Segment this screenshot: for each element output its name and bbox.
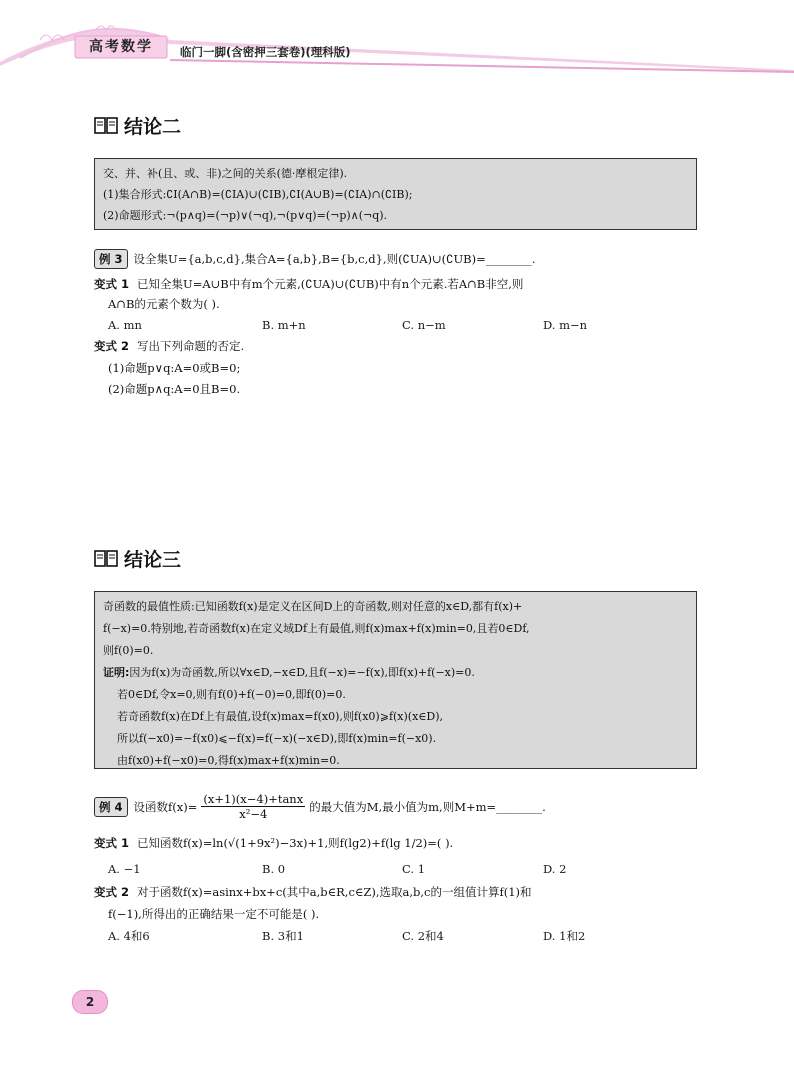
variant-1-line2: A∩B的元素个数为( ). (108, 297, 220, 311)
variant-2-item-2: (2)命题p∧q:A=0且B=0. (108, 382, 241, 396)
option-b: B. 3和1 (262, 929, 304, 943)
proof-line: 证明:因为f(x)为奇函数,所以∀x∈D,−x∈D,且f(−x)=−f(x),即f(x)+f(−x)=0. (103, 666, 475, 679)
variant-label: 变式 2 (94, 885, 130, 899)
option-c: C. 2和4 (402, 929, 444, 943)
box-line: f(−x)=0.特别地,若奇函数f(x)在定义域Df上有最值,则f(x)max+f(x)min=0,且若0∈Df, (103, 622, 530, 635)
proof-line: 由f(x0)+f(−x0)=0,得f(x)max+f(x)min=0. (117, 754, 340, 767)
fraction-numerator: (x+1)(x−4)+tanx (203, 792, 304, 806)
example-suffix: 的最大值为M,最小值为m,则M+m=________. (309, 799, 546, 814)
example-prefix: 设函数f(x)= (133, 799, 198, 814)
proof-line: 所以f(−x0)=−f(x0)⩽−f(x)=f(−x)(−x∈D),即f(x)min=f(−x0). (117, 732, 437, 745)
variant-1-line1: 变式 1 已知全集U=A∪B中有m个元素,(∁UA)∪(∁UB)中有n个元素.若A∩B非空,则 (94, 277, 524, 291)
conclusion-2-box (94, 158, 697, 230)
example-badge: 例 4 (94, 797, 128, 817)
page-number: 2 (72, 990, 108, 1014)
example-badge: 例 3 (94, 249, 128, 269)
section-2-title: 结论二 (94, 112, 181, 139)
proof-line: 若奇函数f(x)在Df上有最值,设f(x)max=f(x0),则f(x0)⩾f(x)(x∈D), (117, 710, 444, 723)
option-c: C. n−m (402, 318, 446, 332)
box-line: 奇函数的最值性质:已知函数f(x)是定义在区间D上的奇函数,则对任意的x∈D,都有f(x)+ (103, 600, 523, 613)
box-line: 交、并、补(且、或、非)之间的关系(德·摩根定律). (103, 167, 348, 180)
box-line: 则f(0)=0. (103, 644, 154, 657)
option-c: C. 1 (402, 862, 426, 876)
variant-2-line1: 变式 2 写出下列命题的否定. (94, 339, 245, 353)
variant-2-s3-line2: f(−1),所得出的正确结果一定不可能是( ). (108, 907, 320, 921)
option-a: A. mn (108, 318, 142, 332)
box-line: (1)集合形式:∁I(A∩B)=(∁IA)∪(∁IB),∁I(A∪B)=(∁IA)∩(∁IB); (103, 188, 413, 201)
fraction (201, 792, 305, 821)
variant-2-s3-line1: 变式 2 对于函数f(x)=asinx+bx+c(其中a,b∈R,c∈Z),选取a,b,c的一组值计算f(1)和 (94, 885, 532, 899)
section-3-title: 结论三 (94, 545, 181, 572)
option-b: B. 0 (262, 862, 286, 876)
option-d: D. 1和2 (543, 929, 586, 943)
variant-2-item-1: (1)命题p∨q:A=0或B=0; (108, 361, 241, 375)
option-d: D. 2 (543, 862, 567, 876)
conclusion-3-box (94, 591, 697, 769)
example-text: 设全集U={a,b,c,d},集合A={a,b},B={b,c,d},则(∁UA)∪(∁UB)=________. (133, 252, 536, 266)
example-3 (94, 249, 535, 269)
proof-line: 若0∈Df,令x=0,则有f(0)+f(−0)=0,即f(0)=0. (117, 688, 346, 701)
example-4 (94, 792, 546, 821)
box-line: (2)命题形式:¬(p∧q)=(¬p)∨(¬q),¬(p∨q)=(¬p)∧(¬q). (103, 209, 388, 222)
option-a: A. −1 (108, 862, 141, 876)
header-series-tag: 高考数学 (89, 39, 153, 55)
book-icon (94, 549, 118, 569)
book-icon (94, 116, 118, 136)
variant-label: 变式 1 (94, 277, 130, 291)
option-a: A. 4和6 (108, 929, 150, 943)
fraction-denominator: x²−4 (239, 807, 268, 821)
header-book-title: 临门一脚(含密押三套卷)(理科版) (180, 45, 351, 59)
variant-1-s3: 变式 1 已知函数f(x)=ln(√(1+9x²)−3x)+1,则f(lg2)+f(lg 1/2)=( ). (94, 836, 454, 850)
proof-label: 证明: (103, 666, 130, 679)
option-d: D. m−n (543, 318, 588, 332)
option-b: B. m+n (262, 318, 306, 332)
variant-label: 变式 2 (94, 339, 130, 353)
variant-label: 变式 1 (94, 836, 130, 850)
